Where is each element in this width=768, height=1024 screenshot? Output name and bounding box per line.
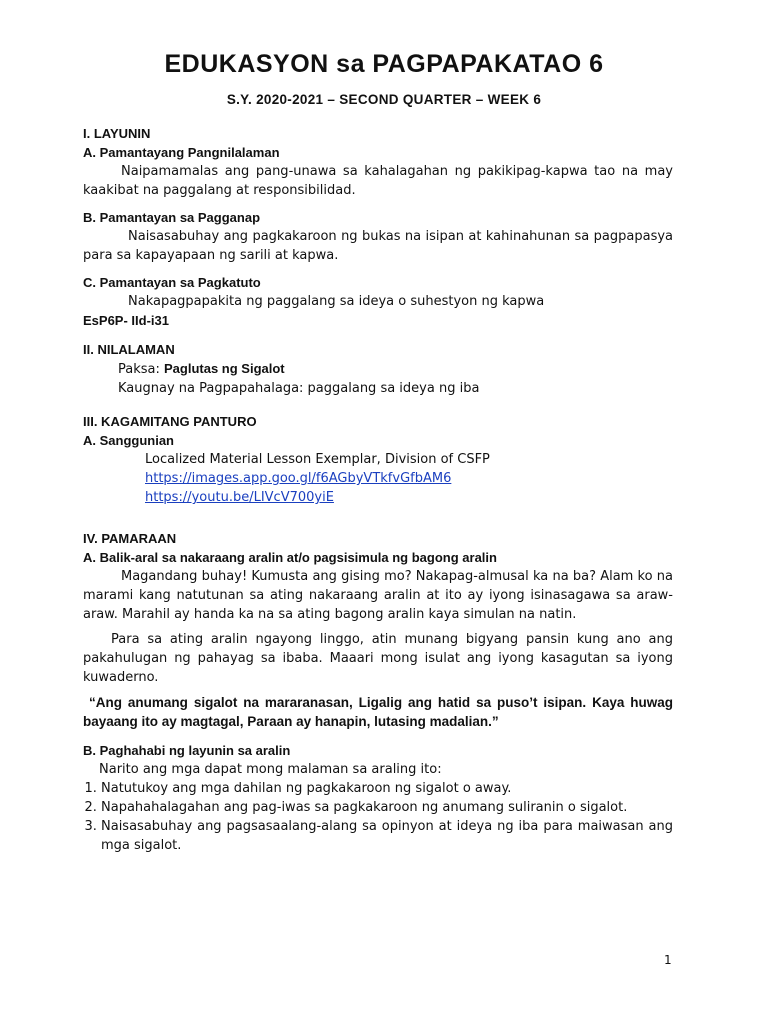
competency-code: EsP6P- IId-i31 (83, 313, 169, 328)
paragraph-balik-aral-1: Magandang buhay! Kumusta ang gising mo? Nakapag-almusal ka na ba? Alam ko na marami kang natutunan sa ating nakaraang aralin at ito ay iyong isinasagawa sa araw-araw. Marahil ay handa ka na sa ating bagong aralin kaya simulan na natin. (83, 569, 673, 622)
objectives-list (83, 779, 673, 855)
paragraph-pangnilalaman: Naipamamalas ang pang-unawa sa kahalagahan ng pakikipag-kapwa tao na may kaakibat na paggalang at responsibilidad. (83, 164, 673, 198)
section-heading-nilalaman: II. NILALAMAN (83, 342, 175, 357)
list-item: 1. Natutukoy ang mga dahilan ng pagkakaroon ng sigalot o away. (101, 779, 673, 798)
subheading-paghahabi: B. Paghahabi ng layunin sa aralin (83, 743, 291, 758)
reference-link-images[interactable]: https://images.app.goo.gl/f6AGbyVTkfvGfbAM6 (145, 471, 452, 486)
subheading-balik-aral: A. Balik-aral sa nakaraang aralin at/o pagsisimula ng bagong aralin (83, 550, 497, 565)
document-subtitle: S.Y. 2020-2021 – SECOND QUARTER – WEEK 6 (226, 92, 542, 107)
paksa-label: Paksa: (118, 362, 165, 377)
paksa-line (83, 359, 673, 379)
quote-block: “Ang anumang sigalot na mararanasan, Ligalig ang hatid sa puso’t isipan. Kaya huwag bayaang ito ay magtagal, Paraan ay hanapin, lutasing madalian.” (83, 695, 673, 729)
paragraph-pagganap: Naisasabuhay ang pagkakaroon ng bukas na isipan at kahinahunan sa pagpapasya para sa kapayapaan ng sarili at kapwa. (83, 229, 673, 263)
document-title: EDUKASYON sa PAGPAPAKATAO 6 (164, 50, 604, 78)
section-heading-layunin: I. LAYUNIN (83, 126, 151, 141)
paragraph-pagkatuto: Nakapagpapakita ng paggalang sa ideya o suhestyon ng kapwa (128, 294, 545, 309)
kaugnay-line: Kaugnay na Pagpapahalaga: paggalang sa ideya ng iba (118, 381, 480, 396)
paghahabi-intro: Narito ang mga dapat mong malaman sa araling ito: (99, 762, 442, 777)
reference-text: Localized Material Lesson Exemplar, Division of CSFP (145, 452, 490, 467)
document-body (83, 124, 673, 855)
subheading-pagkatuto: C. Pamantayan sa Pagkatuto (83, 275, 261, 290)
list-item: 2. Napahahalagahan ang pag-iwas sa pagkakaroon ng anumang suliranin o sigalot. (101, 798, 673, 817)
section-heading-kagamitan: III. KAGAMITANG PANTURO (83, 414, 257, 429)
paksa-value: Paglutas ng Sigalot (164, 361, 285, 376)
reference-link-youtube[interactable]: https://youtu.be/LIVcV700yiE (145, 490, 334, 505)
section-heading-pamaraan: IV. PAMARAAN (83, 531, 177, 546)
paragraph-balik-aral-2: Para sa ating aralin ngayong linggo, atin munang bigyang pansin kung ano ang pakahulugan ng pahayag sa ibaba. Maaari mong isulat ang iyong kasagutan sa iyong kuwaderno. (83, 632, 673, 685)
page-number: 1 (664, 953, 672, 967)
subheading-sanggunian: A. Sanggunian (83, 433, 174, 448)
subheading-pangnilalaman: A. Pamantayang Pangnilalaman (83, 145, 280, 160)
list-item: 3. Naisasabuhay ang pagsasaalang-alang sa opinyon at ideya ng iba para maiwasan ang mga sigalot. (101, 817, 673, 855)
subheading-pagganap: B. Pamantayan sa Pagganap (83, 210, 261, 225)
